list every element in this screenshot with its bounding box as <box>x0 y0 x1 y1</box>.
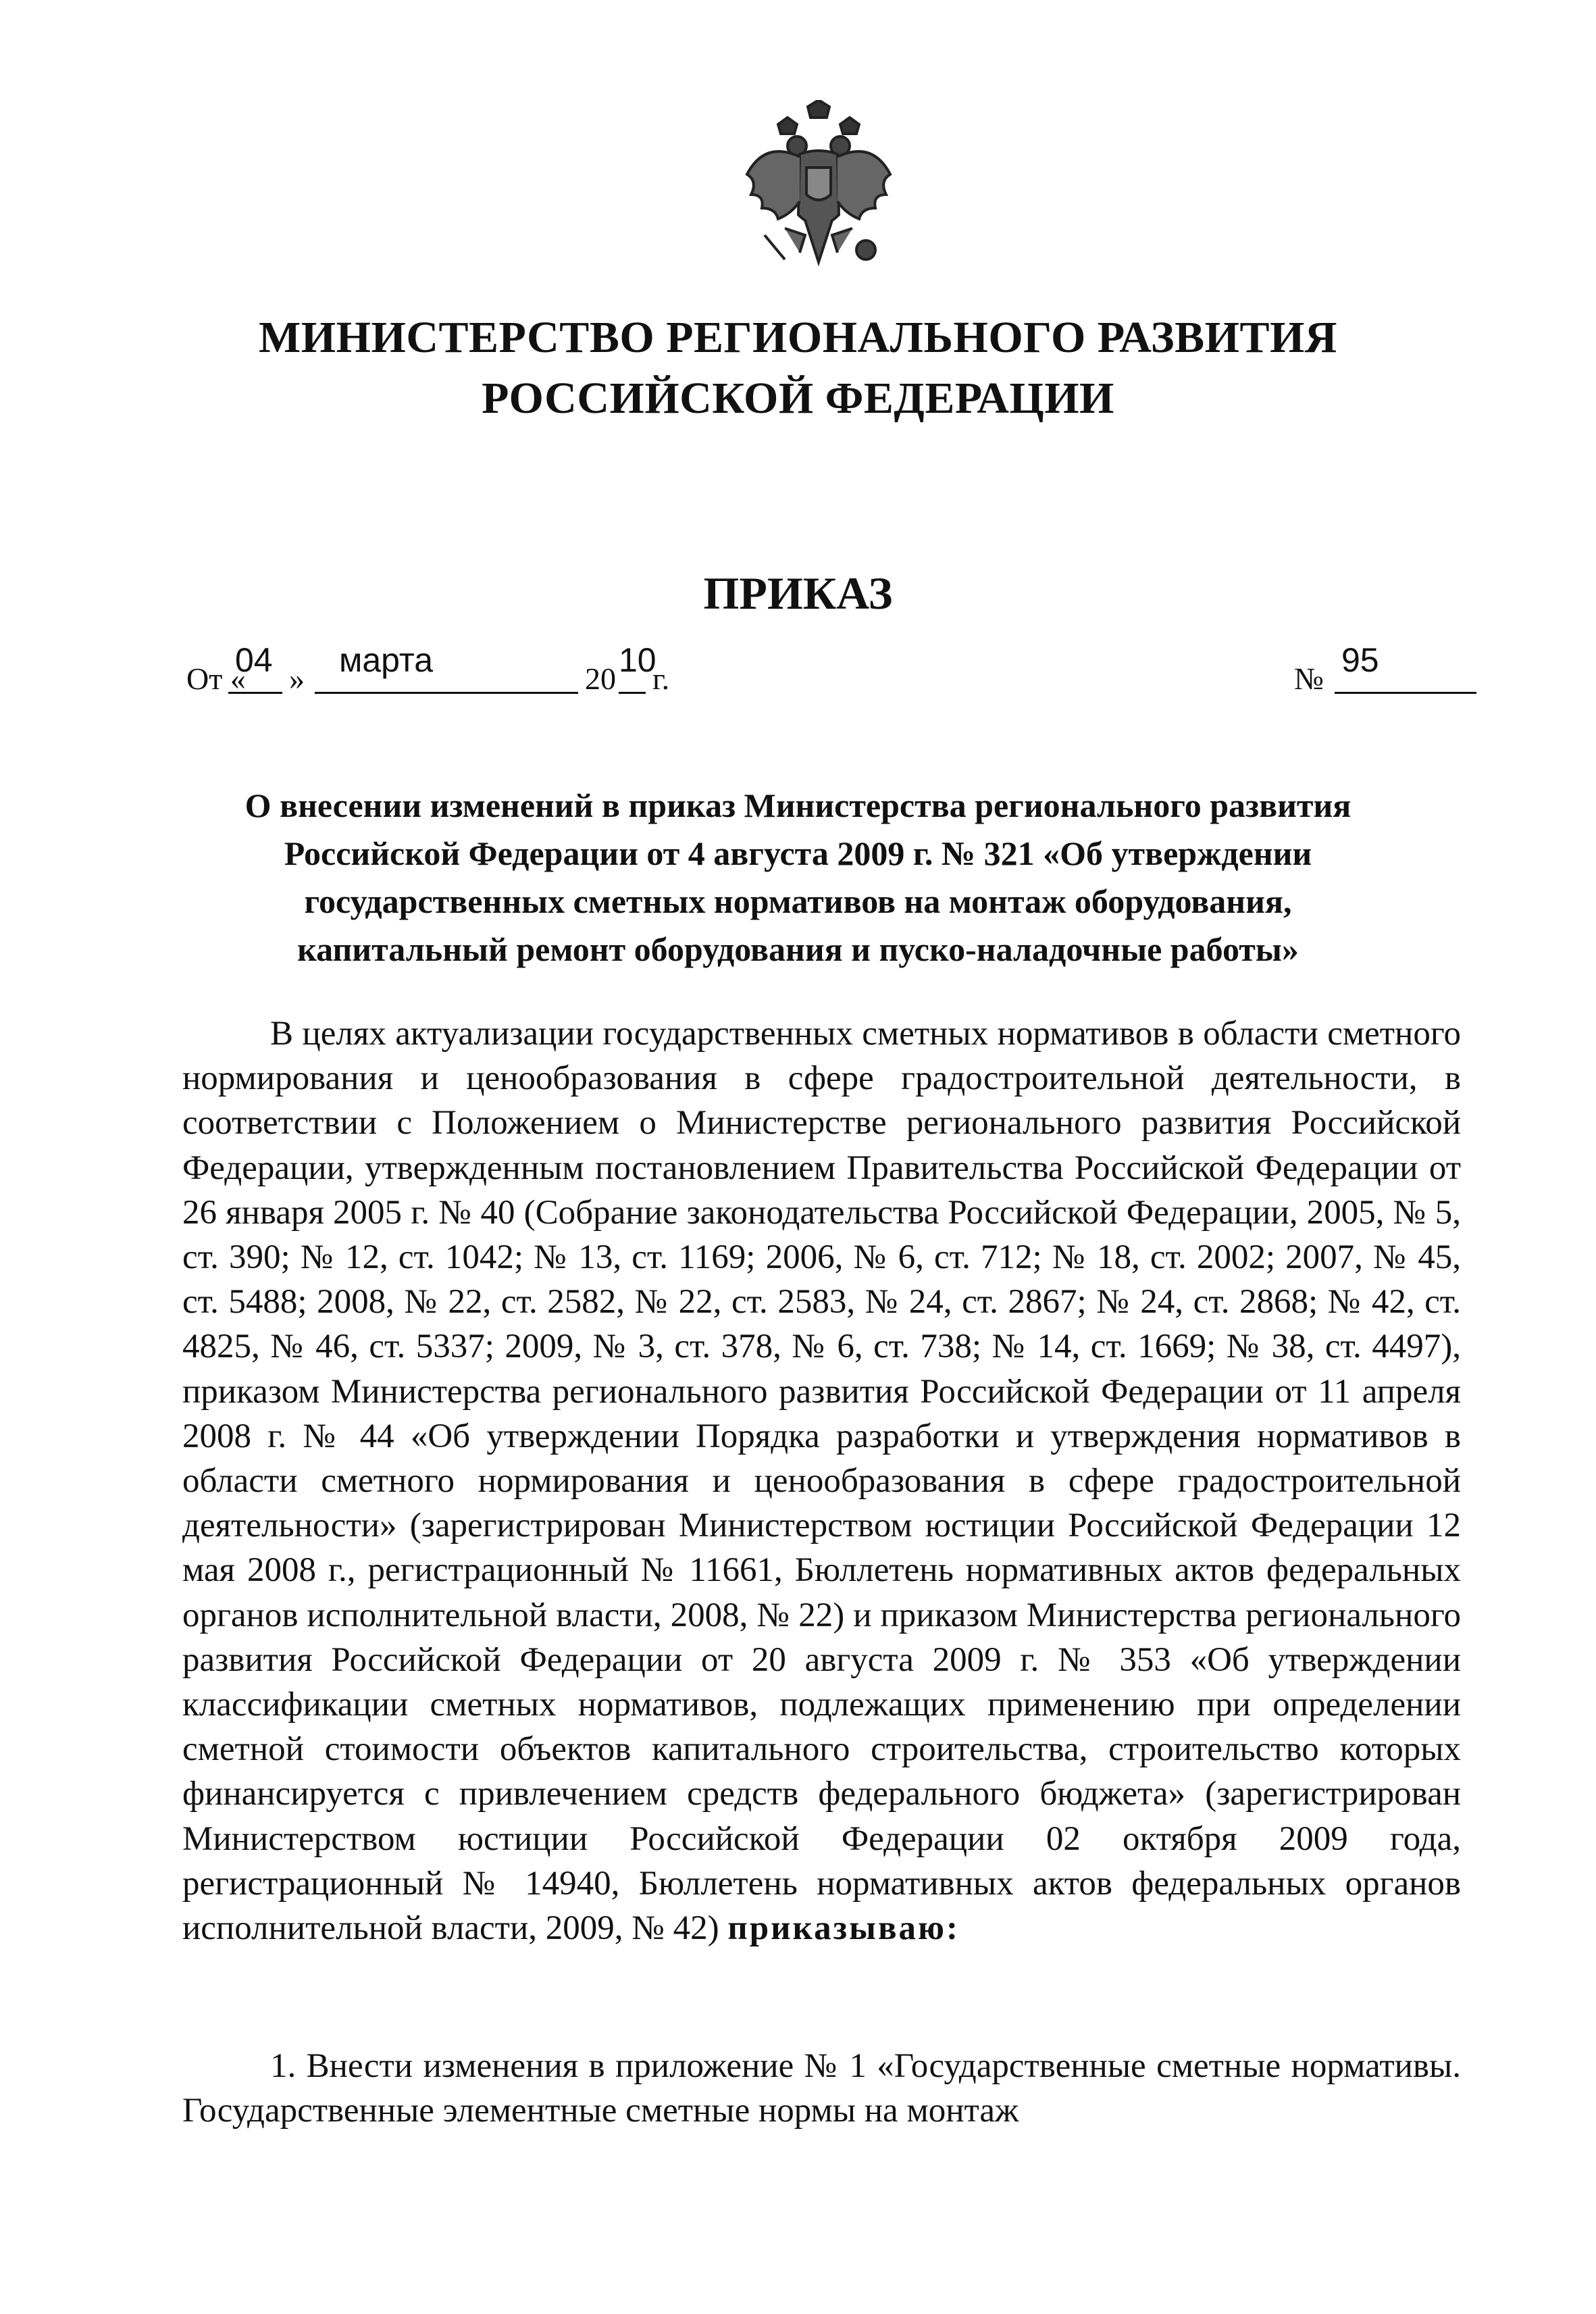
date-prefix: От « <box>186 661 246 696</box>
russian-coat-of-arms-icon <box>738 100 900 280</box>
month-underline <box>315 692 578 694</box>
ministry-name <box>0 307 1596 429</box>
number-underline <box>1335 692 1476 694</box>
ministry-name-line1: МИНИСТЕРСТВО РЕГИОНАЛЬНОГО РАЗВИТИЯ <box>259 313 1337 362</box>
subject-line2: Российской Федерации от 4 августа 2009 г. № 321 «Об утверждении <box>284 834 1312 872</box>
order-date-number-row <box>186 640 1476 701</box>
document-title: ПРИКАЗ <box>703 568 893 619</box>
subject-line1: О внесении изменений в приказ Министерства регионального развития <box>244 786 1352 824</box>
date-year-prefix: 20 <box>585 661 616 696</box>
order-word: приказываю: <box>727 1909 960 1948</box>
date-day: 04 <box>235 641 273 679</box>
date-year-mark: г. <box>652 661 670 696</box>
ministry-name-line2: РОССИЙСКОЙ ФЕДЕРАЦИИ <box>482 374 1114 423</box>
date-year-suffix: 10 <box>619 641 657 679</box>
preamble-text: В целях актуализации государственных сметных нормативов в области сметного нормирования и ценообразования в сфере градостроительной деятельности, в соответствии с Положением о Министерстве регионального развития Российской Федерации, утвержденным постановлением Правительства Российской Федерации от 26 января 2005 г. № 40 (Собрание законодательства Российской Федерации, 2005, № 5, ст. 390; № 12, ст. 1042; № 13, ст. 1169; 2006, № 6, ст. 712; № 18, ст. 2002; 2007, № 45, ст. 5488; 2008, № 22, ст. 2582, № 22, ст. 2583, № 24, ст. 2867; № 24, ст. 2868; № 42, ст. 4825, № 46, ст. 5337; 2009, № 3, ст. 378, № 6, ст. 738; № 14, ст. 1669; № 38, ст. 4497), приказом Министерства регионального развития Российской Федерации от 11 апреля 2008 г. № 44 «Об утверждении Порядка разработки и утверждения нормативов в области сметного нормирования и ценообразования в сфере градостроительной деятельности» (зарегистрирован Министерством юстиции Российской Федерации 12 мая 2008 г., регистрационный № 11661, Бюллетень нормативных актов федеральных органов исполнительной власти, 2008, № 22) и приказом Министерства регионального развития Российской Федерации от 20 августа 2009 г. № 353 «Об утверждении классификации сметных нормативов, подлежащих применению при определении сметной стоимости объектов капитального строительства, строительство которых финансируется с привлечением средств федерального бюджета» (зарегистрирован Министерством юстиции Российской Федерации 02 октября 2009 года, регистрационный № 14940, Бюллетень нормативных актов федеральных органов исполнительной власти, 2009, № 42) <box>182 1015 1461 1948</box>
day-underline <box>228 692 282 694</box>
order-number: 95 <box>1341 641 1379 679</box>
item-1-paragraph: 1. Внести изменения в приложение № 1 «Государственные сметные нормативы. Государственные элементные сметные нормы на монтаж <box>182 2047 1461 2130</box>
date-day-close: » <box>289 661 305 696</box>
date-month: марта <box>339 641 434 679</box>
subject-line3: государственных сметных нормативов на монтаж оборудования, <box>304 882 1292 920</box>
order-subject <box>155 782 1441 974</box>
preamble-paragraph <box>182 1011 1461 1951</box>
order-number-label: № <box>1294 661 1324 696</box>
year-underline <box>619 692 646 694</box>
subject-line4: капитальный ремонт оборудования и пуско-наладочные работы» <box>297 930 1299 968</box>
